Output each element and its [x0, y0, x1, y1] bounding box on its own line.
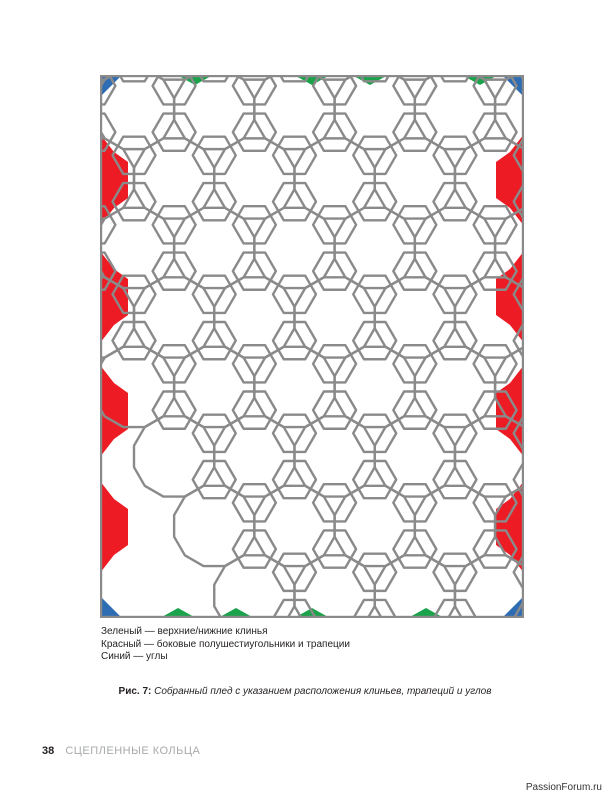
caption-label: Рис. 7:: [118, 686, 152, 697]
page-footer: [42, 745, 200, 757]
legend-blue: Синий — углы: [101, 651, 168, 662]
legend-red: Красный — боковые полушестиугольники и трапеции: [101, 638, 350, 650]
figure-caption: [0, 686, 610, 697]
assembled-blanket-diagram: [100, 75, 524, 618]
tiling-svg: [100, 75, 524, 618]
site-watermark: PassionForum.ru: [525, 782, 602, 793]
running-head: СЦЕПЛЕННЫЕ КОЛЬЦА: [65, 745, 201, 757]
legend-green: Зеленый — верхние/нижние клинья: [101, 626, 268, 637]
page-number: 38: [42, 745, 55, 757]
color-legend: [101, 626, 350, 664]
caption-text: Собранный плед с указанием расположения клиньев, трапеций и углов: [154, 686, 492, 697]
